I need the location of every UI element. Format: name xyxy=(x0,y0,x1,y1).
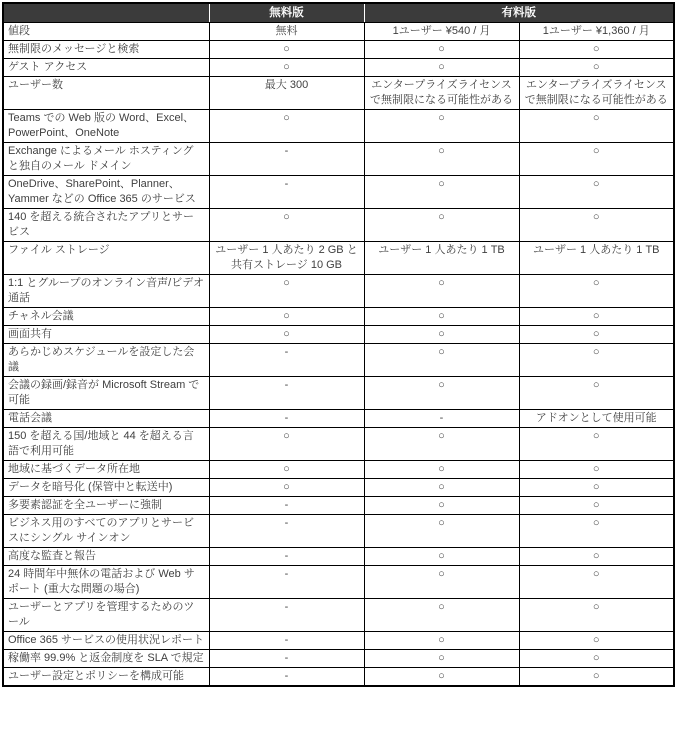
paid-plan-2-value: ○ xyxy=(519,515,674,548)
paid-plan-2-value: ○ xyxy=(519,479,674,497)
feature-label: 150 を超える国/地域と 44 を超える言語で利用可能 xyxy=(3,428,209,461)
paid-plan-2-value: アドオンとして使用可能 xyxy=(519,410,674,428)
paid-plan-1-value: ○ xyxy=(364,377,519,410)
free-plan-value: ○ xyxy=(209,428,364,461)
feature-label: Teams での Web 版の Word、Excel、PowerPoint、OneNote xyxy=(3,110,209,143)
table-row xyxy=(3,41,674,59)
feature-label: 電話会議 xyxy=(3,410,209,428)
feature-label: チャネル会議 xyxy=(3,308,209,326)
paid-plan-1-value: ○ xyxy=(364,515,519,548)
paid-plan-2-value: ○ xyxy=(519,344,674,377)
table-row xyxy=(3,497,674,515)
table-row xyxy=(3,566,674,599)
table-row xyxy=(3,77,674,110)
free-plan-value: - xyxy=(209,566,364,599)
table-row xyxy=(3,242,674,275)
feature-label: 24 時間年中無休の電話および Web サポート (重大な問題の場合) xyxy=(3,566,209,599)
paid-plan-2-value: ユーザー 1 人あたり 1 TB xyxy=(519,242,674,275)
free-plan-value: ユーザー 1 人あたり 2 GB と共有ストレージ 10 GB xyxy=(209,242,364,275)
free-plan-value: - xyxy=(209,599,364,632)
free-plan-value: - xyxy=(209,650,364,668)
free-plan-value: - xyxy=(209,410,364,428)
paid-plan-1-value: ○ xyxy=(364,344,519,377)
paid-plan-2-value: ○ xyxy=(519,41,674,59)
table-row xyxy=(3,275,674,308)
table-row xyxy=(3,461,674,479)
feature-label: 値段 xyxy=(3,23,209,41)
paid-plan-2-value: ○ xyxy=(519,326,674,344)
paid-plan-1-value: ○ xyxy=(364,599,519,632)
free-plan-value: 最大 300 xyxy=(209,77,364,110)
feature-label: あらかじめスケジュールを設定した会議 xyxy=(3,344,209,377)
paid-plan-2-value: ○ xyxy=(519,650,674,668)
feature-label: 画面共有 xyxy=(3,326,209,344)
free-plan-value: ○ xyxy=(209,479,364,497)
paid-plan-1-value: ○ xyxy=(364,461,519,479)
feature-label: ファイル ストレージ xyxy=(3,242,209,275)
table-row xyxy=(3,668,674,687)
paid-plan-1-value: - xyxy=(364,410,519,428)
header-paid-plan: 有料版 xyxy=(364,3,674,23)
free-plan-value: - xyxy=(209,143,364,176)
table-row xyxy=(3,632,674,650)
free-plan-value: - xyxy=(209,548,364,566)
free-plan-value: - xyxy=(209,377,364,410)
free-plan-value: ○ xyxy=(209,326,364,344)
free-plan-value: - xyxy=(209,344,364,377)
free-plan-value: ○ xyxy=(209,308,364,326)
table-row xyxy=(3,176,674,209)
table-row xyxy=(3,599,674,632)
paid-plan-1-value: ○ xyxy=(364,41,519,59)
paid-plan-1-value: ○ xyxy=(364,497,519,515)
paid-plan-2-value: ○ xyxy=(519,461,674,479)
paid-plan-2-value: ○ xyxy=(519,308,674,326)
free-plan-value: - xyxy=(209,497,364,515)
paid-plan-1-value: ○ xyxy=(364,59,519,77)
feature-label: 1:1 とグループのオンライン音声/ビデオ通話 xyxy=(3,275,209,308)
feature-label: 140 を超える統合されたアプリとサービス xyxy=(3,209,209,242)
header-free-plan: 無料版 xyxy=(209,3,364,23)
paid-plan-1-value: ○ xyxy=(364,428,519,461)
table-row xyxy=(3,308,674,326)
table-row xyxy=(3,428,674,461)
free-plan-value: - xyxy=(209,668,364,687)
table-row xyxy=(3,110,674,143)
feature-label: データを暗号化 (保管中と転送中) xyxy=(3,479,209,497)
header-empty-cell xyxy=(3,3,209,23)
table-row xyxy=(3,59,674,77)
free-plan-value: - xyxy=(209,515,364,548)
table-row xyxy=(3,377,674,410)
paid-plan-1-value: エンタープライズライセンスで無制限になる可能性がある xyxy=(364,77,519,110)
paid-plan-1-value: ○ xyxy=(364,566,519,599)
free-plan-value: ○ xyxy=(209,461,364,479)
feature-label: 稼働率 99.9% と返金制度を SLA で規定 xyxy=(3,650,209,668)
table-row xyxy=(3,326,674,344)
paid-plan-2-value: ○ xyxy=(519,110,674,143)
paid-plan-2-value: ○ xyxy=(519,428,674,461)
free-plan-value: ○ xyxy=(209,275,364,308)
free-plan-value: ○ xyxy=(209,59,364,77)
feature-label: ビジネス用のすべてのアプリとサービスにシングル サインオン xyxy=(3,515,209,548)
paid-plan-2-value: ○ xyxy=(519,377,674,410)
paid-plan-1-value: ○ xyxy=(364,326,519,344)
free-plan-value: ○ xyxy=(209,110,364,143)
paid-plan-2-value: ○ xyxy=(519,632,674,650)
header-row xyxy=(3,3,674,23)
paid-plan-1-value: ○ xyxy=(364,275,519,308)
feature-label: ユーザーとアプリを管理するためのツール xyxy=(3,599,209,632)
table-row xyxy=(3,143,674,176)
paid-plan-1-value: ○ xyxy=(364,632,519,650)
feature-label: 地域に基づくデータ所在地 xyxy=(3,461,209,479)
paid-plan-1-value: ○ xyxy=(364,479,519,497)
feature-label: 無制限のメッセージと検索 xyxy=(3,41,209,59)
table-row xyxy=(3,344,674,377)
paid-plan-2-value: ○ xyxy=(519,668,674,687)
table-row xyxy=(3,548,674,566)
table-row xyxy=(3,209,674,242)
plan-comparison-table xyxy=(2,2,675,687)
table-row xyxy=(3,479,674,497)
paid-plan-2-value: ○ xyxy=(519,176,674,209)
feature-label: OneDrive、SharePoint、Planner、Yammer などの Office 365 のサービス xyxy=(3,176,209,209)
feature-label: 高度な監査と報告 xyxy=(3,548,209,566)
table-row xyxy=(3,515,674,548)
paid-plan-1-value: ○ xyxy=(364,110,519,143)
paid-plan-1-value: ユーザー 1 人あたり 1 TB xyxy=(364,242,519,275)
paid-plan-2-value: ○ xyxy=(519,59,674,77)
paid-plan-1-value: 1ユーザー ¥540 / 月 xyxy=(364,23,519,41)
paid-plan-1-value: ○ xyxy=(364,308,519,326)
feature-label: ゲスト アクセス xyxy=(3,59,209,77)
feature-label: Exchange によるメール ホスティングと独自のメール ドメイン xyxy=(3,143,209,176)
free-plan-value: 無料 xyxy=(209,23,364,41)
feature-label: 多要素認証を全ユーザーに強制 xyxy=(3,497,209,515)
paid-plan-1-value: ○ xyxy=(364,668,519,687)
free-plan-value: - xyxy=(209,632,364,650)
table-row xyxy=(3,410,674,428)
paid-plan-2-value: ○ xyxy=(519,548,674,566)
feature-label: ユーザー数 xyxy=(3,77,209,110)
paid-plan-1-value: ○ xyxy=(364,143,519,176)
paid-plan-2-value: ○ xyxy=(519,566,674,599)
free-plan-value: - xyxy=(209,176,364,209)
feature-label: 会議の録画/録音が Microsoft Stream で可能 xyxy=(3,377,209,410)
paid-plan-2-value: ○ xyxy=(519,497,674,515)
paid-plan-2-value: ○ xyxy=(519,599,674,632)
free-plan-value: ○ xyxy=(209,41,364,59)
paid-plan-1-value: ○ xyxy=(364,176,519,209)
paid-plan-1-value: ○ xyxy=(364,548,519,566)
paid-plan-2-value: ○ xyxy=(519,275,674,308)
free-plan-value: ○ xyxy=(209,209,364,242)
table-row xyxy=(3,23,674,41)
feature-label: Office 365 サービスの使用状況レポート xyxy=(3,632,209,650)
table-row xyxy=(3,650,674,668)
paid-plan-2-value: ○ xyxy=(519,143,674,176)
paid-plan-1-value: ○ xyxy=(364,209,519,242)
paid-plan-2-value: ○ xyxy=(519,209,674,242)
paid-plan-2-value: 1ユーザー ¥1,360 / 月 xyxy=(519,23,674,41)
paid-plan-1-value: ○ xyxy=(364,650,519,668)
paid-plan-2-value: エンタープライズライセンスで無制限になる可能性がある xyxy=(519,77,674,110)
feature-label: ユーザー設定とポリシーを構成可能 xyxy=(3,668,209,687)
